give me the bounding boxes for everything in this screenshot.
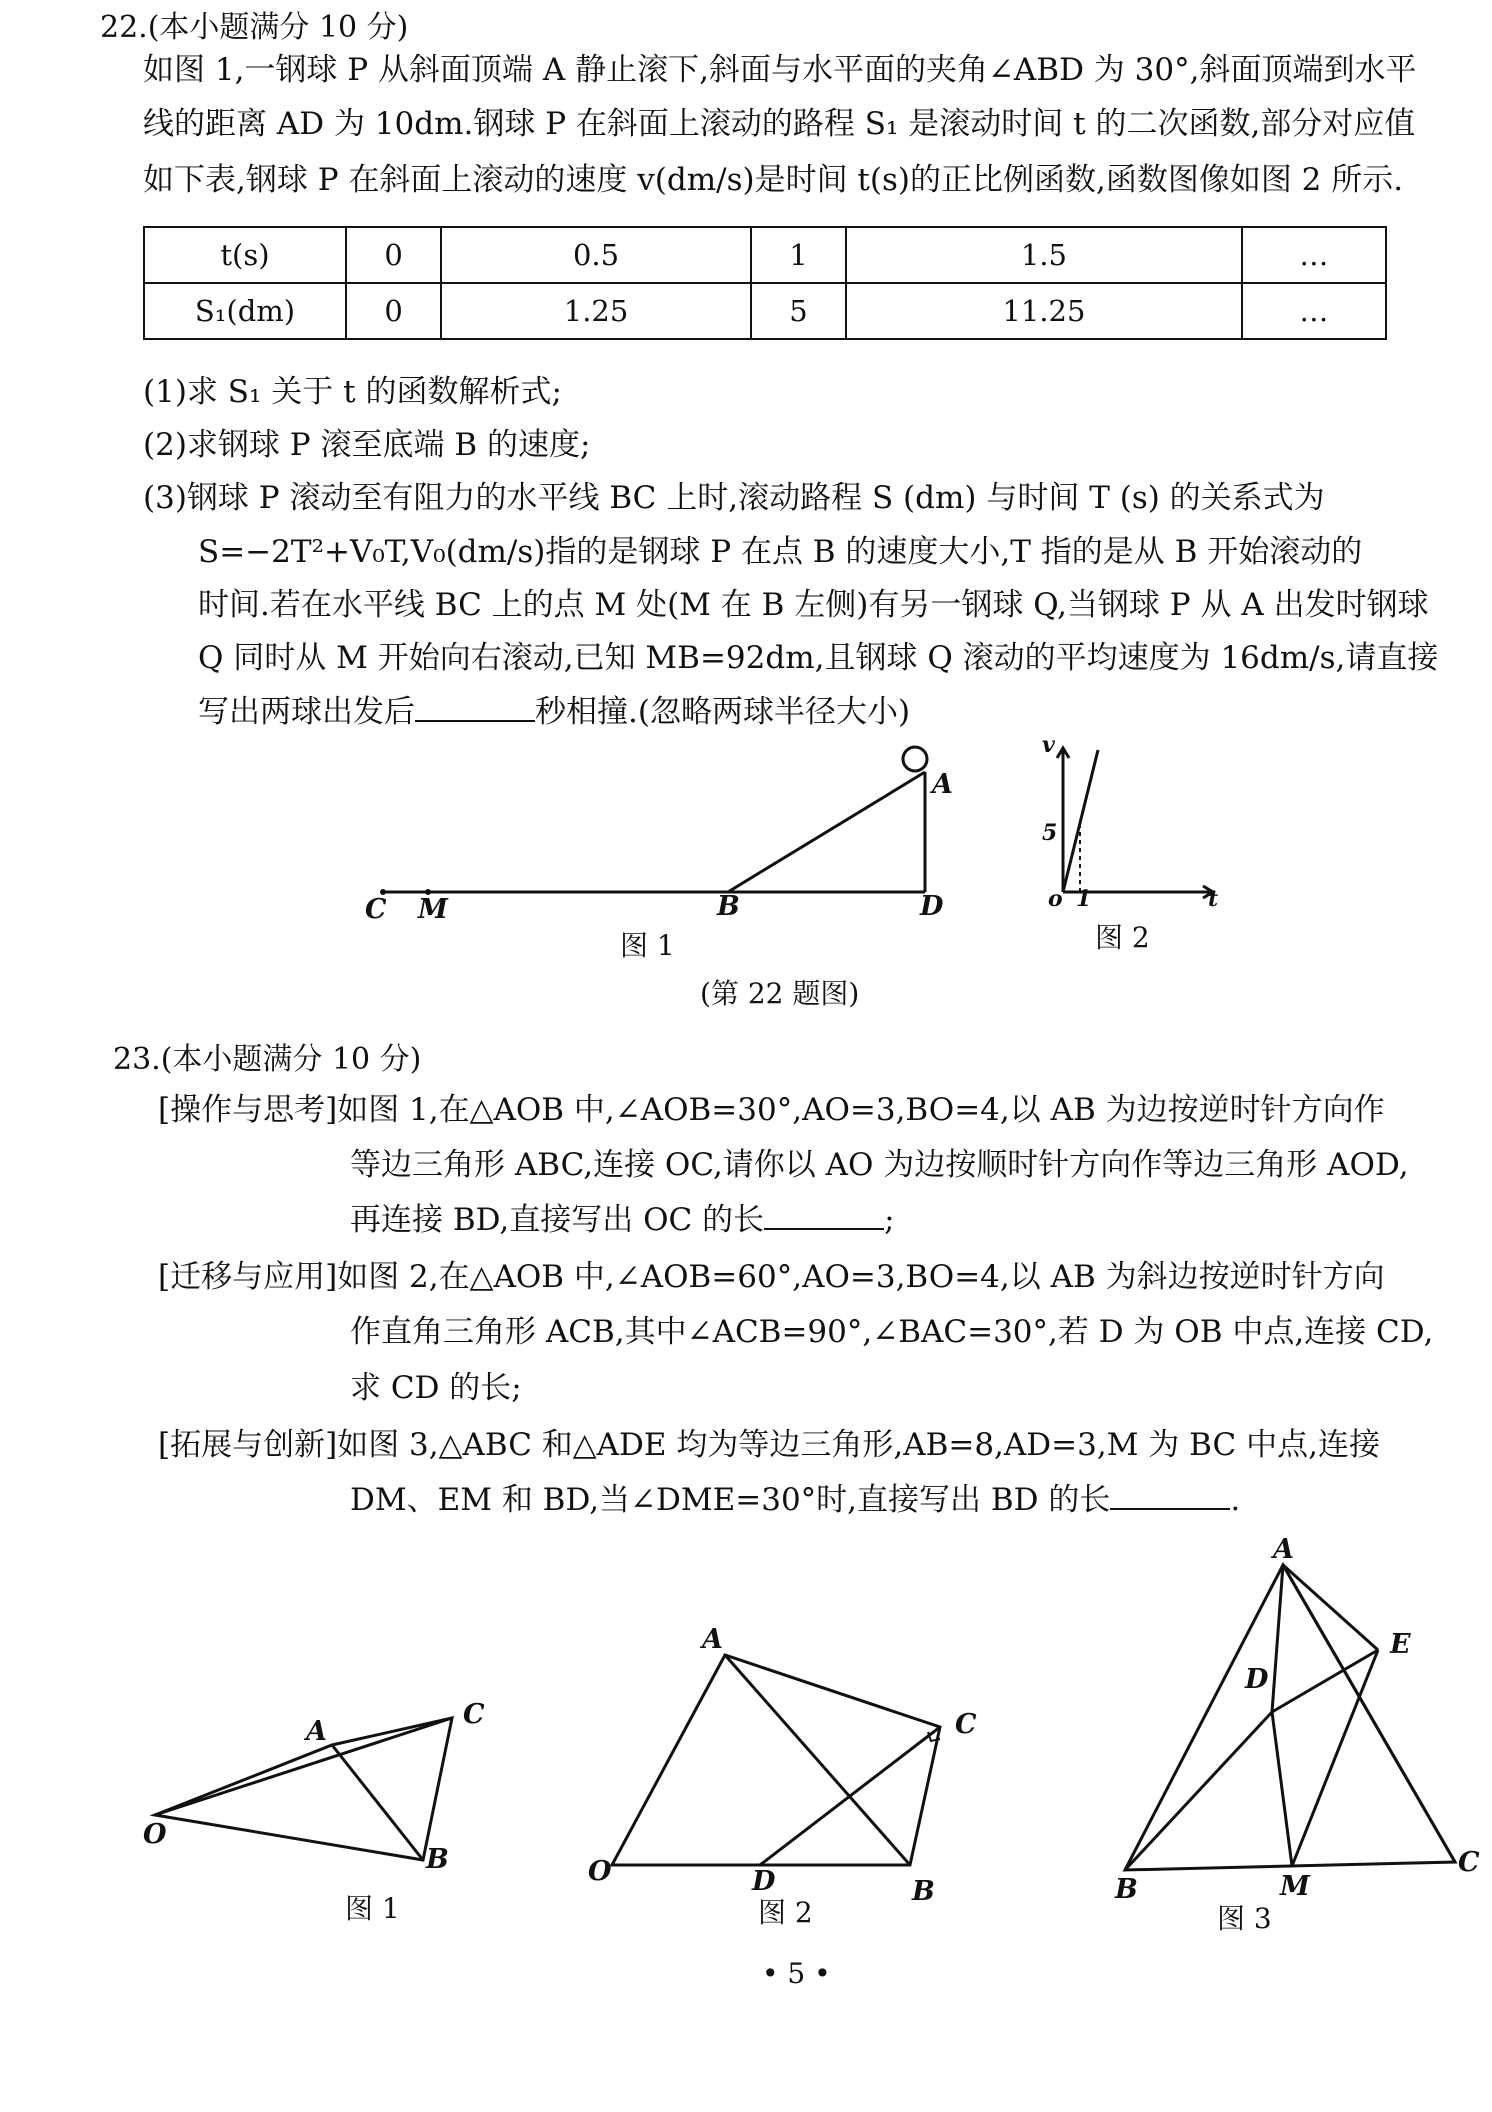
q23-fig1-label-o: O — [143, 1819, 167, 1850]
q23-fig2-label-c: C — [955, 1709, 977, 1740]
segment-em — [1292, 1650, 1378, 1866]
table-cell: 1.25 — [441, 283, 751, 339]
q23-op-last-post: ; — [884, 1202, 895, 1238]
table-cell: … — [1242, 283, 1386, 339]
q23-op-line-2: 等边三角形 ABC,连接 OC,请你以 AO 为边按顺时针方向作等边三角形 AOD, — [350, 1147, 1409, 1183]
quadrilateral-oacb — [612, 1655, 940, 1865]
fig1-label-b: B — [717, 891, 740, 922]
q23-fig2-label-o: O — [588, 1856, 612, 1887]
table-cell: … — [1242, 227, 1386, 283]
q22-part-3-line-4: Q 同时从 M 开始向右滚动,已知 MB=92dm,且钢球 Q 滚动的平均速度为 16dm/s,请直接 — [198, 640, 1439, 676]
segment-ac-inner — [1283, 1565, 1455, 1862]
table-cell: 1.5 — [846, 227, 1242, 283]
q23-transfer-line-1: [迁移与应用]如图 2,在△AOB 中,∠AOB=60°,AO=3,BO=4,以 AB 为斜边按逆时针方向 — [158, 1259, 1385, 1295]
q22-part-3: (3)钢球 P 滚动至有阻力的水平线 BC 上时,滚动路程 S (dm) 与时间 T (s) 的关系式为 — [143, 480, 1325, 516]
q22-intro-line-3: 如下表,钢球 P 在斜面上滚动的速度 v(dm/s)是时间 t(s)的正比例函数,函数图像如图 2 所示. — [143, 162, 1404, 198]
q23-op-last-pre: 再连接 BD,直接写出 OC 的长 — [350, 1202, 765, 1238]
q23-fig2-diagram — [612, 1655, 940, 1865]
q23-extend-last-pre: DM、EM 和 BD,当∠DME=30°时,直接写出 BD 的长 — [350, 1482, 1111, 1518]
q23-extend-last-post: . — [1230, 1482, 1241, 1518]
q23-fig2-caption: 图 2 — [758, 1896, 813, 1929]
fig1-label-m: M — [418, 894, 448, 925]
triangle-abc — [1125, 1565, 1455, 1870]
q23-fig3-label-b: B — [1115, 1874, 1138, 1905]
page-number: • 5 • — [762, 1957, 831, 1990]
q23-transfer-line-3: 求 CD 的长; — [350, 1370, 522, 1406]
table-cell: 1 — [751, 227, 846, 283]
q23-fig3-diagram — [1125, 1565, 1455, 1870]
q23-fig2-label-d: D — [752, 1866, 776, 1897]
table-cell: 11.25 — [846, 283, 1242, 339]
q22-last-post: 秒相撞.(忽略两球半径大小) — [535, 694, 911, 730]
fig1-label-d: D — [920, 891, 944, 922]
q23-fig1-caption: 图 1 — [345, 1892, 400, 1925]
q23-fig1-diagram — [155, 1718, 452, 1860]
fig2-label-t: t — [1208, 886, 1219, 912]
segment-dm — [1272, 1712, 1292, 1866]
q22-last-pre: 写出两球出发后 — [198, 694, 415, 730]
q22-header: 22.(本小题满分 10 分) — [100, 10, 409, 45]
table-cell: 0 — [346, 227, 441, 283]
q23-fig3-label-a: A — [1273, 1534, 1294, 1565]
q22-part-2: (2)求钢球 P 滚至底端 B 的速度; — [143, 427, 591, 463]
table-cell: 5 — [751, 283, 846, 339]
fig1-label-c: C — [365, 894, 387, 925]
q23-fig3-label-d: D — [1245, 1664, 1269, 1695]
table-cell: 0.5 — [441, 227, 751, 283]
segment-ae — [1283, 1565, 1378, 1650]
q22-intro-line-1: 如图 1,一钢球 P 从斜面顶端 A 静止滚下,斜面与水平面的夹角∠ABD 为 30°,斜面顶端到水平 — [143, 52, 1417, 88]
q23-fig2-label-b: B — [912, 1876, 935, 1907]
table-cell: 0 — [346, 283, 441, 339]
fig1-label-a: A — [932, 769, 953, 800]
q22-part-3-line-2: S=−2T²+V₀T,V₀(dm/s)指的是钢球 P 在点 B 的速度大小,T 指的是从 B 开始滚动的 — [198, 534, 1363, 570]
q23-header: 23.(本小题满分 10 分) — [113, 1042, 422, 1077]
fig2-caption: 图 2 — [1095, 921, 1150, 954]
fig2-label-v: v — [1042, 732, 1055, 758]
table-cell: t(s) — [144, 227, 346, 283]
q23-fig3-label-e: E — [1390, 1629, 1411, 1660]
q23-fig1-label-a: A — [306, 1716, 327, 1747]
q23-transfer-line-2: 作直角三角形 ACB,其中∠ACB=90°,∠BAC=30°,若 D 为 OB 中点,连接 CD, — [350, 1314, 1434, 1350]
q23-op-line-1: [操作与思考]如图 1,在△AOB 中,∠AOB=30°,AO=3,BO=4,以 AB 为边按逆时针方向作 — [158, 1092, 1385, 1128]
table-cell: S₁(dm) — [144, 283, 346, 339]
q23-fig3-caption: 图 3 — [1217, 1902, 1272, 1935]
segment-oc — [155, 1718, 452, 1815]
q23-fig1-label-b: B — [426, 1844, 449, 1875]
q22-intro-line-2: 线的距离 AD 为 10dm.钢球 P 在斜面上滚动的路程 S₁ 是滚动时间 t 的二次函数,部分对应值 — [143, 106, 1416, 142]
segment-ab — [332, 1745, 423, 1860]
q23-fig2-label-a: A — [702, 1624, 723, 1655]
q22-part-1: (1)求 S₁ 关于 t 的函数解析式; — [143, 374, 562, 410]
fig2-label-1: 1 — [1076, 886, 1092, 912]
fig1-caption: 图 1 — [620, 929, 675, 962]
q23-extend-line-1: [拓展与创新]如图 3,△ABC 和△ADE 均为等边三角形,AB=8,AD=3,M 为 BC 中点,连接 — [158, 1427, 1380, 1463]
segment-bd — [1125, 1712, 1272, 1870]
q23-fig3-label-m: M — [1280, 1871, 1310, 1902]
fig2-label-5: 5 — [1042, 820, 1058, 846]
fig2-label-o: o — [1048, 886, 1063, 912]
q22-figure-group-caption: (第 22 题图) — [700, 977, 860, 1010]
q22-part-3-line-3: 时间.若在水平线 BC 上的点 M 处(M 在 B 左侧)有另一钢球 Q,当钢球 P 从 A 出发时钢球 — [198, 587, 1429, 623]
q23-fig3-label-c: C — [1458, 1847, 1480, 1878]
segment-ad — [1272, 1565, 1283, 1712]
q23-fig1-label-c: C — [463, 1699, 485, 1730]
